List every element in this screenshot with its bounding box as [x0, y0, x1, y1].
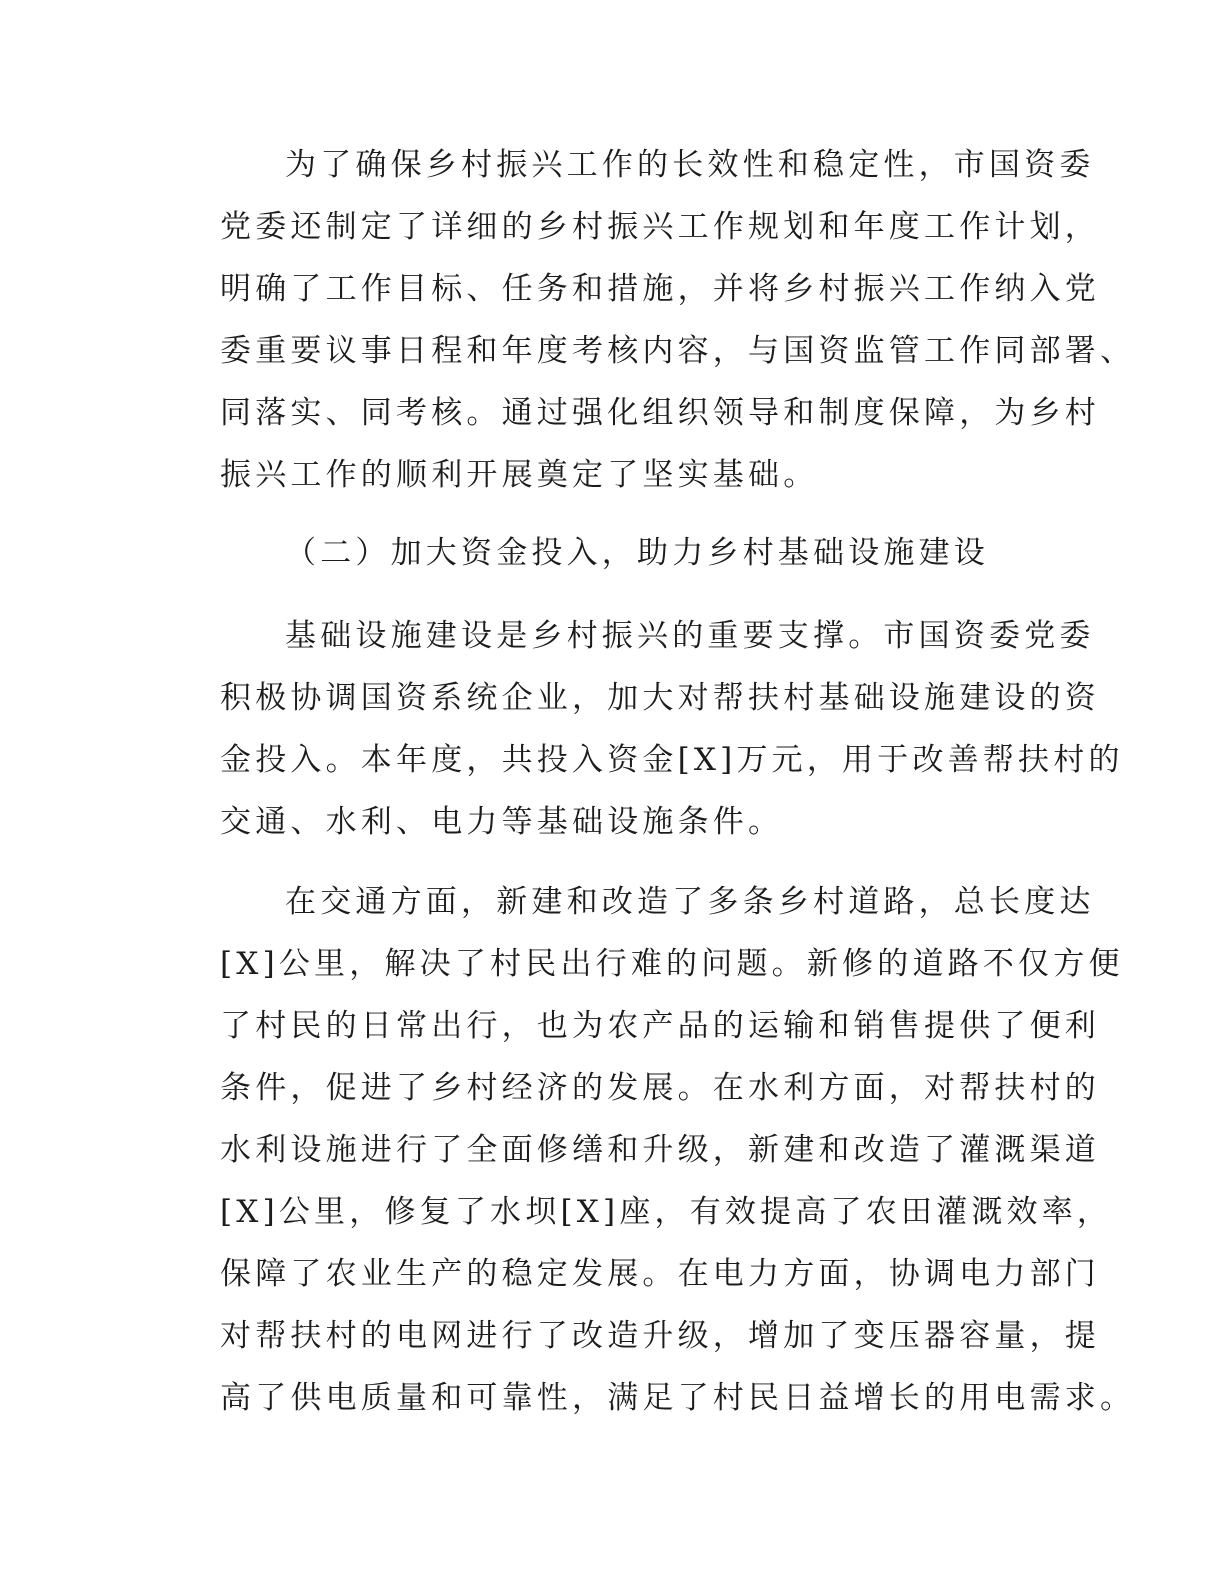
paragraph-1-line-3: 明确了工作目标、任务和措施，并将乡村振兴工作纳入党 [220, 271, 1100, 307]
paragraph-1-line-4: 委重要议事日程和年度考核内容，与国资监管工作同部署、 [220, 333, 1136, 369]
paragraph-3-line-9: 高了供电质量和可靠性，满足了村民日益增长的用电需求。 [220, 1380, 1136, 1416]
paragraph-2-line-4: 交通、水利、电力等基础设施条件。 [220, 804, 784, 840]
paragraph-1-line-2: 党委还制定了详细的乡村振兴工作规划和年度工作计划， [220, 209, 1100, 245]
paragraph-3-line-3: 了村民的日常出行，也为农产品的运输和销售提供了便利 [220, 1008, 1100, 1044]
paragraph-2-line-3: 金投入。本年度，共投入资金[X]万元，用于改善帮扶村的 [220, 742, 1124, 778]
paragraph-3-line-6: [X]公里，修复了水坝[X]座，有效提高了农田灌溉效率， [220, 1194, 1113, 1230]
paragraph-3-line-1: 在交通方面，新建和改造了多条乡村道路，总长度达 [285, 884, 1095, 920]
paragraph-3-line-5: 水利设施进行了全面修缮和升级，新建和改造了灌溉渠道 [220, 1132, 1100, 1168]
paragraph-3-line-7: 保障了农业生产的稳定发展。在电力方面，协调电力部门 [220, 1256, 1100, 1292]
paragraph-2-line-2: 积极协调国资系统企业，加大对帮扶村基础设施建设的资 [220, 680, 1100, 716]
paragraph-3-line-2: [X]公里，解决了村民出行难的问题。新修的道路不仅方便 [220, 946, 1124, 982]
paragraph-1-line-1: 为了确保乡村振兴工作的长效性和稳定性，市国资委 [285, 147, 1095, 183]
paragraph-3-line-4: 条件，促进了乡村经济的发展。在水利方面，对帮扶村的 [220, 1070, 1100, 1106]
paragraph-2-line-1: 基础设施建设是乡村振兴的重要支撑。市国资委党委 [285, 618, 1095, 654]
section-heading: （二）加大资金投入，助力乡村基础设施建设 [285, 535, 989, 571]
paragraph-3-line-8: 对帮扶村的电网进行了改造升级，增加了变压器容量，提 [220, 1318, 1100, 1354]
paragraph-1-line-6: 振兴工作的顺利开展奠定了坚实基础。 [220, 457, 819, 493]
paragraph-1-line-5: 同落实、同考核。通过强化组织领导和制度保障，为乡村 [220, 395, 1100, 431]
